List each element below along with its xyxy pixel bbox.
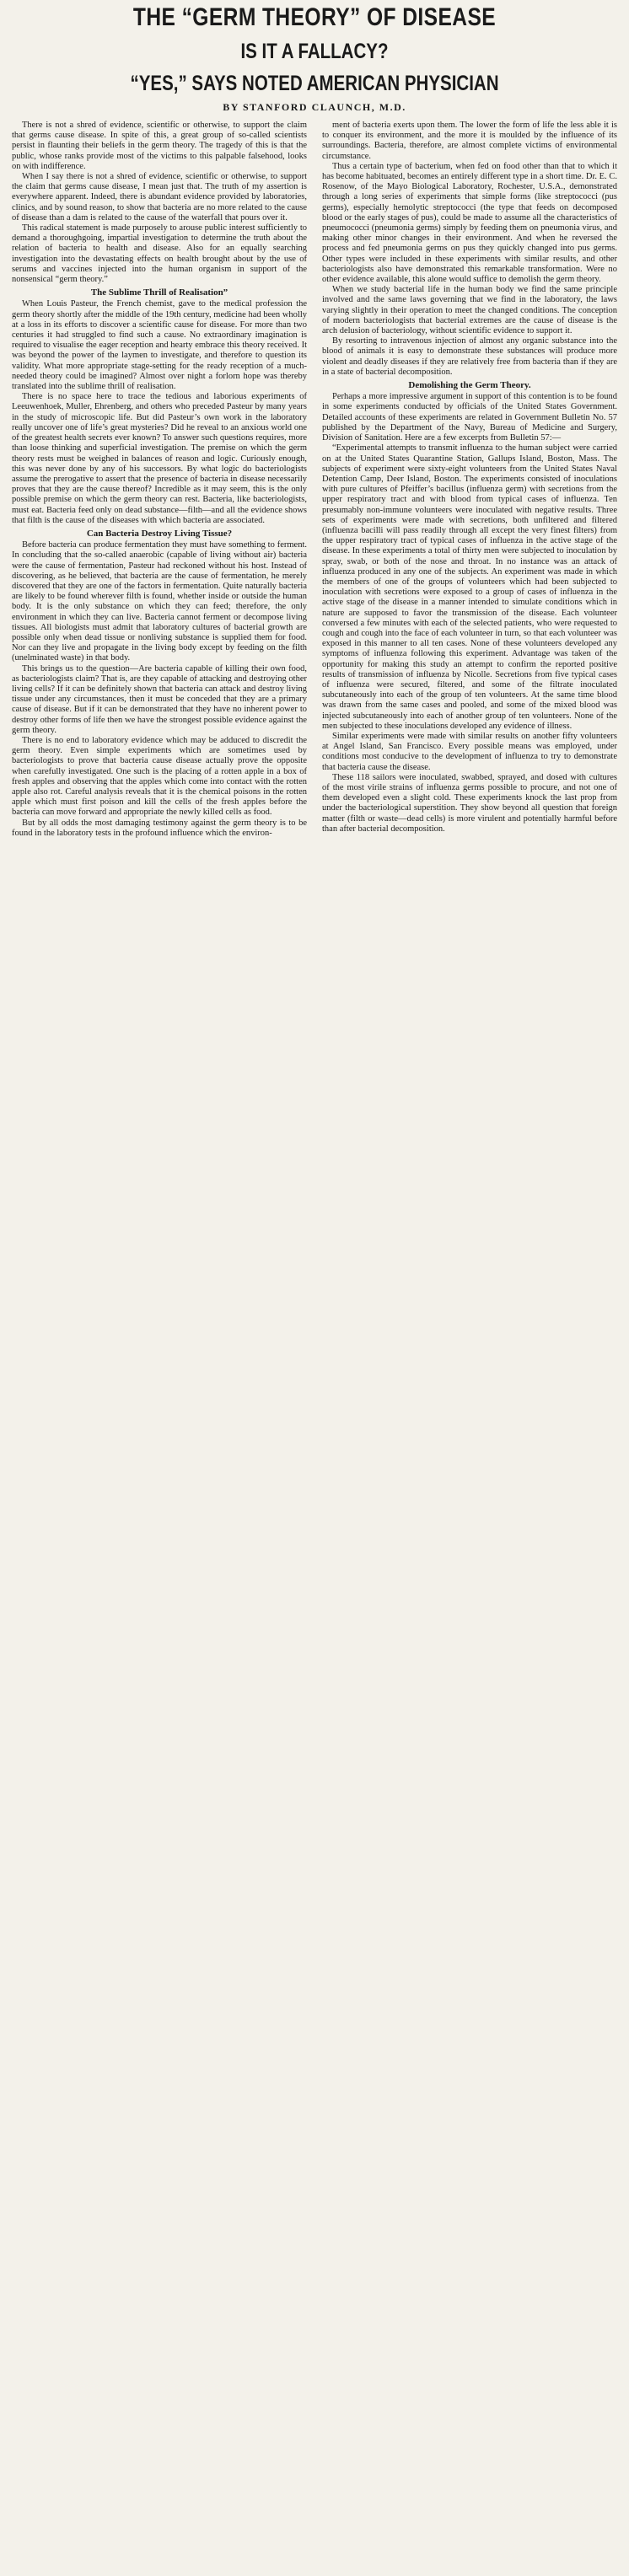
article-body <box>12 121 617 839</box>
subheading: The Sublime Thrill of Realisation” <box>90 287 228 298</box>
paragraph: There is no end to laboratory evidence which may be adduced to discredit the germ theory. Even simple experiments which are sometimes used by bacteriologists to prove that bacteria cause disease actually prove the opposite when carefully investigated. One such is the placing of a rotten apple in a box of fresh apples and observing that the apples which come into contact with the rotten apple also rot. Careful analysis reveals that it is the chemical poisons in the rotten apple which must first poison and kill the cells of the fresh apples before the bacteria can move forward and appropriate the newly killed cells as food. <box>12 735 307 818</box>
deck: “YES,” SAYS NOTED AMERICAN PHYSICIAN <box>130 72 499 95</box>
paragraph: These 118 sailors were inoculated, swabbed, sprayed, and dosed with cultures of the most virile strains of influenza germs possible to procure, and not one of them developed even a slight cold. These experiments knock the last prop from under the bacteriological superstition. They show beyond all question that foreign matter (filth or waste—dead cells) is more virulent and potentially harmful before than after bacterial decomposition. <box>322 772 617 834</box>
right-column <box>322 121 617 839</box>
paragraph: This radical statement is made purposely to arouse public interest sufficiently to demand a thoroughgoing, impartial investigation to determine the truth about the relation of bacteria to health and disease. Also for an equally searching investigation into the devastating effects on health brought about by the use of serums and vaccines injected into the human organism in support of the nonsensical “germ theory.” <box>12 223 307 285</box>
headline: THE “GERM THEORY” OF DISEASE <box>132 3 497 31</box>
paragraph: “Experimental attempts to transmit influenza to the human subject were carried on at the United States Quarantine Station, Gallups Island, Boston, Mass. The subjects of experiment were sixty-eight volunteers from the United States Naval Detention Camp, Deer Island, Boston. The experiments consisted of inoculations with pure cultures of Pfeiffer’s bacillus (influenza germ) with secretions from the upper respiratory tract and with blood from typical cases of influenza. Ten presumably non-immune volunteers were inoculated with negative results. Three sets of experiments were made with secretions, both unfiltered and filtered (influenza bacilli will pass readily through all except the very finest filters) from the upper respiratory tract of typical cases of influenza in the active stage of the disease. In these experiments a total of thirty men were subjected to inoculation by spray, swab, or both of the nose and throat. In no instance was an attack of influenza produced in any one of the subjects. An experiment was made in which the members of one of the groups of volunteers which had been subjected to inoculation with secretions were exposed to a group of cases of influenza in the active stage of the disease in a manner intended to simulate conditions which in nature are supposed to favor the transmission of the disease. Each volunteer conversed a few minutes with each of the selected patients, who were requested to cough and cough into the face of each volunteer in turn, so that each volunteer was exposed in this manner to all ten cases. None of these volunteers developed any symptoms of influenza following this experiment. Advantage was taken of the opportunity for making this study an attempt to confirm the reported positive results of transmission of influenza by Nicolle. Secretions from five typical cases of influenza were secured, filtered, and some of the filtrate inoculated subcutaneously into each of the group of ten volunteers. At the same time blood was drawn from the same cases and pooled, and some of the mixed blood was injected subcutaneously into each of another group of ten volunteers. None of the men subjected to these inoculations developed any evidence of illness. <box>322 443 617 731</box>
left-column <box>12 121 307 839</box>
subheadline: IS IT A FALLACY? <box>240 40 389 63</box>
paragraph: There is no space here to trace the tedious and laborious experiments of Leeuwenhoek, Muller, Ehrenberg, and others who preceded Pasteur by many years in the study of microscopic life. But did Pasteur’s own work in the laboratory really uncover one of life’s great mysteries? Did he reveal to an anxious world one of the greatest health secrets ever known? To answer such questions requires, more than loose thinking and superficial investigation. The premise on which the germ theory rests must be weighed in balances of reason and logic. Curiously enough, this was never done by any of his successors. By what logic do bacteriologists assume the prerogative to assert that the presence of bacteria in disease necessarily proves that they are the cause thereof? Incredible as it may seem, this is the only possible premise on which the germ theory can rest. Bacteria, like bacteriologists, must eat. Bacteria feed only on dead substance—filth—and all the evidence shows that filth is the cause of the diseases with which bacteria are associated. <box>12 392 307 525</box>
subheading: Can Bacteria Destroy Living Tissue? <box>86 528 233 539</box>
paragraph: When I say there is not a shred of evidence, scientific or otherwise, to support the claim that germs cause disease, I mean just that. The truth of my assertion is everywhere apparent. Indeed, there is abundant evidence provided by laboratories, clinics, and by sound reason, to show that bacteria are no more related to the cause of disease than a dam is related to the cause of the waterfall that pours over it. <box>12 172 307 223</box>
paragraph: ment of bacteria exerts upon them. The lower the form of life the less able it is to conquer its environment, and the more it is moulded by the influence of its surroundings. Bacteria, therefore, are almost complete victims of environmental circumstance. <box>322 121 617 161</box>
paragraph: Similar experiments were made with similar results on another fifty volunteers at Angel Island, San Francisco. Every possible means was employed, under conditions most conducive to the development of influenza to try to demonstrate that bacteria cause the disease. <box>322 731 617 772</box>
paragraph: There is not a shred of evidence, scientific or otherwise, to support the claim that germs cause disease. In spite of this, a great group of so-called scientists persist in flaunting their beliefs in the germ theory. The tragedy of this is that the public, whose ranks provide most of the victims to this palpable falsehood, looks on with indifference. <box>12 121 307 171</box>
paragraph: By resorting to intravenous injection of almost any organic substance into the blood of animals it is easy to demonstrate these substances will produce more violent and deadly diseases if they are relatively free from bacteria than if they are in a state of bacterial decomposition. <box>322 336 617 377</box>
paragraph: Before bacteria can produce fermentation they must have something to ferment. In concluding that the so-called anaerobic (capable of living without air) bacteria were the cause of fermentation, Pasteur had reckoned without his host. Instead of discovering, as he believed, that bacteria are the cause of fermentation, he merely discovered that they are one of the factors in fermentation. Quite naturally bacteria are likely to be found wherever filth is found, whether inside or outside the human body. It is the only substance on which they can feed; therefore, the only environment in which they can live. Bacteria cannot ferment or decompose living tissues. All biologists must admit that laboratory cultures of bacterial growth are possible only when dead tissue or nonliving substance is supplied them for food. Nor can they live and propagate in the living body except by feeding on the filth (unelminated waste) in that body. <box>12 540 307 663</box>
paragraph: This brings us to the question—Are bacteria capable of killing their own food, as bacteriologists claim? That is, are they capable of attacking and destroying other living cells? If it can be definitely shown that bacteria can attack and destroy living tissue under any circumstances, then it must be conceded that they are a primary cause of disease. But if it can be demonstrated that they have no inherent power to destroy other forms of life then we have the strongest possible evidence against the germ theory. <box>12 663 307 735</box>
paragraph: But by all odds the most damaging testimony against the germ theory is to be found in the laboratory tests in the profound influence which the environ- <box>12 818 307 838</box>
byline: BY STANFORD CLAUNCH, M.D. <box>223 101 406 113</box>
paragraph: Perhaps a more impressive argument in support of this contention is to be found in some experiments conducted by officials of the United States Government. Detailed accounts of these experiments are related in Government Bulletin No. 57 published by the Department of the Navy, Bureau of Medicine and Surgery, Division of Sanitation. Here are a few excerpts from Bulletin 57:— <box>322 392 617 443</box>
paragraph: When we study bacterial life in the human body we find the same principle involved and the same laws governing that we find in the laboratory, the laws varying slightly in their operation to meet the changed conditions. The conception of modern bacteriologists that bacterial extremes are the cause of disease is the arch delusion of bacteriology, without scientific evidence to support it. <box>322 285 617 336</box>
paragraph: Thus a certain type of bacterium, when fed on food other than that to which it has become habituated, becomes an entirely different type in a short time. Dr. E. C. Rosenow, of the Mayo Biological Laboratory, Rochester, U.S.A., demonstrated through a long series of experiments that simple forms (like streptococci (pus germs), especially hemolytic streptococci (the type that feeds on decomposed blood or the early stages of pus), could be made to assume all the characteristics of pneumococci (pneumonia germs) simply by feeding them on pneumonia virus, and making other minor changes in their environment. And when he reversed the process and fed pneumonia germs on pus they quickly changed into pus germs. Other types were included in these experiments with similar results, and other bacteriologists also have demonstrated this remarkable transformation. Were no other evidence available, this alone would suffice to demolish the germ theory. <box>322 161 617 285</box>
paragraph: When Louis Pasteur, the French chemist, gave to the medical profession the germ theory shortly after the middle of the 19th century, medicine had been wholly at a loss in its efforts to discover a scientific cause for disease. For more than two centuries it had struggled to find such a cause. No extraordinary imagination is required to visualise the eager reception and hearty embrace this theory received. It was beyond the power of the laymen to investigate, and therefore to question its validity. What more appropriate stage-setting for the ready reception of a much-needed theory could be imagined? Almost over night a forlorn hope was thereby translated into the sublime thrill of realisation. <box>12 299 307 392</box>
subheading: Demolishing the Germ Theory. <box>408 380 531 391</box>
